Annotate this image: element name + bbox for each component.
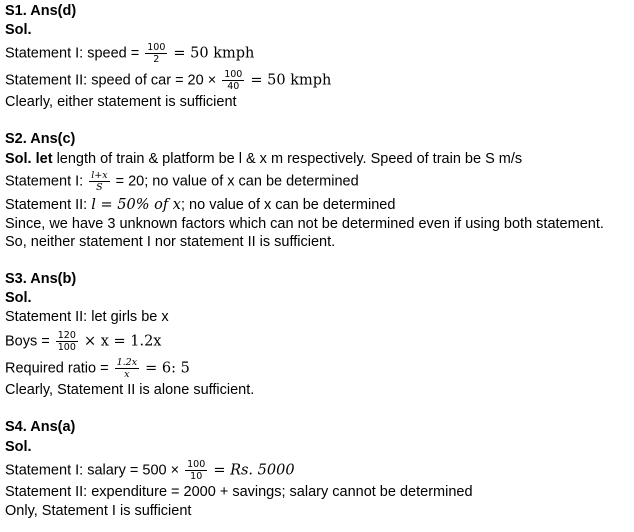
fraction-denominator: 2 [153, 54, 160, 65]
fraction-numerator: 1.2x [116, 357, 138, 368]
s4-conclusion: Only, Statement I is sufficient [5, 503, 192, 519]
s4-st1-label: Statement I: salary = 500 × [5, 462, 180, 479]
fraction-denominator: 10 [190, 471, 203, 482]
s4-st1-result: = Rs. 5000 [213, 462, 295, 479]
s1-st1-result: = 50 kmph [173, 45, 255, 62]
s4-sol-label: Sol. [5, 439, 32, 455]
s1-st2-result: = 50 kmph [250, 72, 332, 89]
s3-boys [5, 330, 161, 353]
s2-st1-rest: = 20; no value of x can be determined [115, 173, 359, 190]
fraction-denominator: 40 [227, 81, 240, 92]
fraction-denominator: x [124, 369, 130, 380]
s3-boys-rest: × x = 1.2x [83, 333, 162, 350]
s3-ratio-fraction [115, 357, 139, 380]
s3-sol-label: Sol. [5, 290, 32, 306]
s2-st1-label: Statement I: [5, 173, 84, 190]
fraction-denominator: 100 [57, 342, 76, 353]
s1-statement-1 [5, 42, 254, 65]
s1-statement-2 [5, 69, 331, 92]
fraction-numerator: 100 [147, 42, 166, 53]
s2-st1-fraction [89, 170, 109, 193]
s2-st2-rest: ; no value of x can be determined [180, 197, 396, 213]
s2-heading: S2. Ans(c) [5, 131, 76, 147]
s2-since: Since, we have 3 unknown factors which can not be determined even if using both statement. [5, 216, 604, 232]
s2-st2-label: Statement II: [5, 197, 88, 213]
s2-sol-line [5, 150, 522, 168]
s1-st1-fraction [145, 42, 167, 65]
fraction-denominator: S [96, 182, 103, 193]
s4-heading: S4. Ans(a) [5, 419, 76, 435]
s4-statement-2: Statement II: expenditure = 2000 + savings; salary cannot be determined [5, 484, 473, 500]
s1-sol-label: Sol. [5, 22, 32, 38]
s3-boys-label: Boys = [5, 333, 50, 350]
fraction-numerator: 100 [187, 459, 206, 470]
s3-boys-fraction [56, 330, 78, 353]
s2-sol-label: Sol. let [5, 151, 53, 167]
s3-ratio [5, 357, 190, 380]
s2-sol-text: length of train & platform be l & x m respectively. Speed of train be S m/s [56, 151, 523, 167]
s3-ratio-rest: = 6: 5 [145, 360, 190, 377]
s1-st2-fraction [222, 69, 244, 92]
s1-conclusion: Clearly, either statement is sufficient [5, 94, 237, 110]
s3-heading: S3. Ans(b) [5, 271, 77, 287]
s2-conclusion: So, neither statement I nor statement II is sufficient. [5, 234, 336, 250]
s1-st1-label: Statement I: speed = [5, 45, 140, 62]
s1-heading: S1. Ans(d) [5, 3, 77, 19]
s1-st2-label: Statement II: speed of car = 20 × [5, 72, 217, 89]
s3-ratio-label: Required ratio = [5, 360, 109, 377]
s2-statement-1 [5, 170, 359, 193]
s2-st2-math: l = 50% of x [91, 197, 181, 213]
s4-st1-fraction [185, 459, 207, 482]
s4-statement-1 [5, 459, 295, 482]
s2-statement-2 [5, 196, 395, 214]
s3-statement-2: Statement II: let girls be x [5, 309, 169, 325]
fraction-numerator: 100 [224, 69, 243, 80]
s3-conclusion: Clearly, Statement II is alone sufficient. [5, 382, 255, 398]
fraction-numerator: l+x [91, 170, 108, 181]
fraction-numerator: 120 [57, 330, 76, 341]
